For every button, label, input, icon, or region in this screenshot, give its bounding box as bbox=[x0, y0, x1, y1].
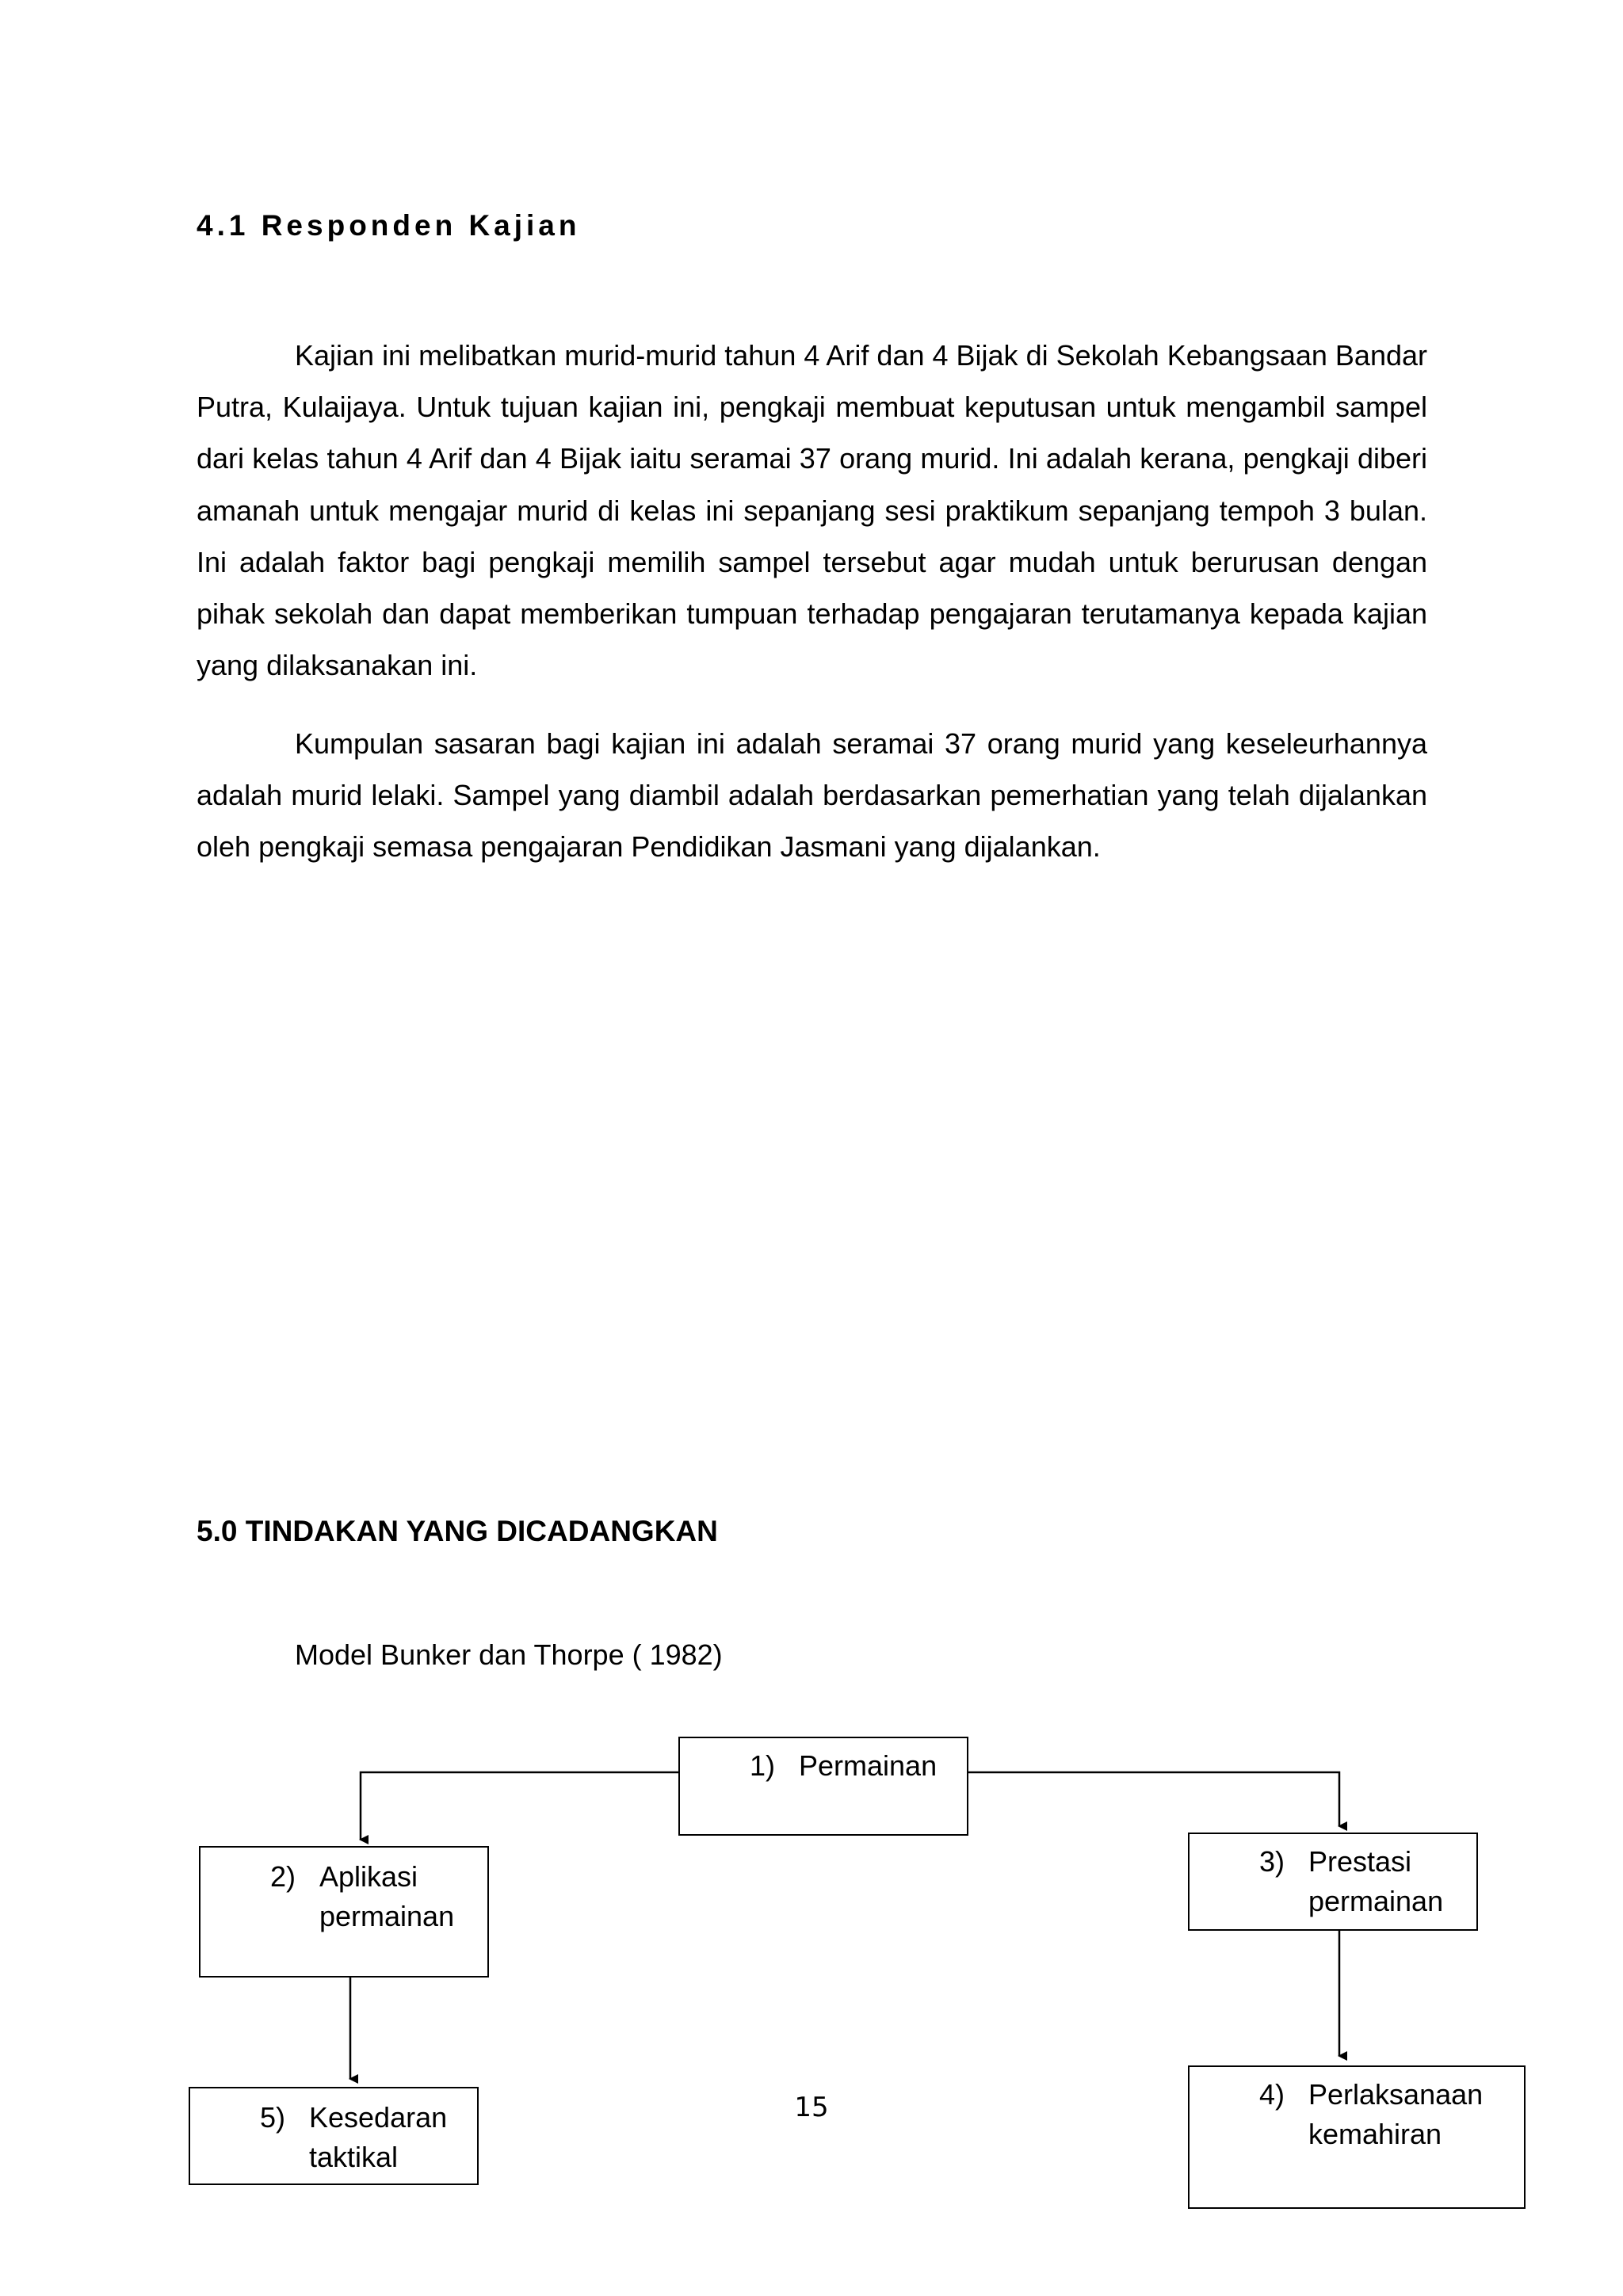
box-number: 1) bbox=[750, 1749, 776, 1782]
paragraph-1: Kajian ini melibatkan murid-murid tahun 4 Arif dan 4 Bijak di Sekolah Kebangsaan Bandar Putra, Kulaijaya. Untuk tujuan kajian ini, pengkaji membuat keputusan untuk mengambil sampel dari kelas tahun 4 Arif dan 4 Bijak iaitu seramai 37 orang murid. Ini adalah kerana, pengkaji diberi amanah untuk mengajar murid di kelas ini sepanjang sesi praktikum sepanjang tempoh 3 bulan. Ini adalah faktor bagi pengkaji memilih sampel tersebut agar mudah untuk berurusan dengan pihak sekolah dan dapat memberikan tumpuan terhadap pengajaran terutamanya kepada kajian yang dilaksanakan ini. bbox=[197, 339, 1427, 682]
box-label-line-2: permainan bbox=[1308, 1885, 1444, 1917]
section-heading-5-0: 5.0 TINDAKAN YANG DICADANGKAN bbox=[197, 1515, 718, 1547]
box-label-line-1: Perlaksanaan bbox=[1308, 2078, 1484, 2111]
page-number: 15 bbox=[794, 2092, 829, 2123]
box-number: 3) bbox=[1259, 1845, 1285, 1878]
paragraph-2: Kumpulan sasaran bagi kajian ini adalah seramai 37 orang murid yang keseleurhannya adalah murid lelaki. Sampel yang diambil adalah berdasarkan pemerhatian yang telah dijalankan oleh pengkaji semasa pengajaran Pendidikan Jasmani yang dijalankan. bbox=[197, 727, 1427, 864]
section-heading-4-1: 4.1 Responden Kajian bbox=[197, 209, 581, 242]
connector-1-to-3 bbox=[968, 1772, 1339, 1826]
box-label-line-1: Kesedaran bbox=[309, 2101, 448, 2134]
diagram-box-prestasi-permainan bbox=[1188, 1833, 1478, 1931]
box-label-line-1: Prestasi bbox=[1308, 1845, 1412, 1878]
box-label: Permainan bbox=[799, 1749, 938, 1782]
box-label-line-1: Aplikasi bbox=[319, 1860, 418, 1893]
diagram-box-perlaksanaan-kemahiran bbox=[1188, 2065, 1526, 2209]
diagram-box-aplikasi-permainan bbox=[199, 1846, 489, 1978]
box-number: 5) bbox=[260, 2101, 286, 2134]
box-label-line-2: kemahiran bbox=[1308, 2118, 1442, 2150]
box-label-line-2: taktikal bbox=[309, 2141, 399, 2173]
diagram-box-kesedaran-taktikal bbox=[189, 2087, 479, 2185]
box-number: 2) bbox=[270, 1860, 296, 1893]
model-caption: Model Bunker dan Thorpe ( 1982) bbox=[295, 1638, 723, 1671]
box-label-line-2: permainan bbox=[319, 1900, 455, 1932]
box-number: 4) bbox=[1259, 2078, 1285, 2111]
connector-1-to-2 bbox=[361, 1772, 678, 1840]
diagram-box-permainan bbox=[678, 1737, 968, 1836]
